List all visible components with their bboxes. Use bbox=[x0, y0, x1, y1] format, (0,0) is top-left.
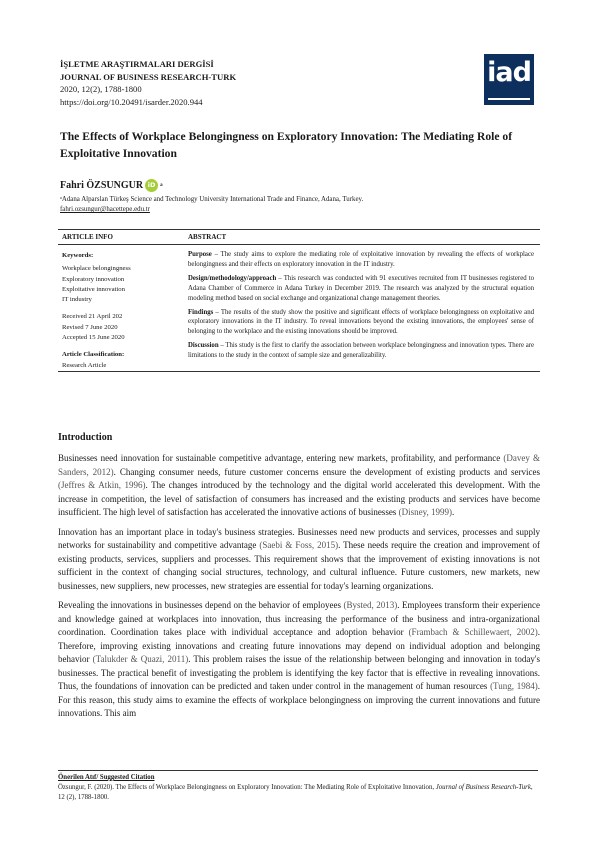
suggested-citation bbox=[58, 773, 540, 803]
paragraph: Revealing the innovations in businesses depend on the behavior of employees (Bysted, 2013). Employees transform their experience and knowledge gained at workplaces into innovation, thus increasing the performance of the business and intra-organizational coordination. Coordination takes place with individual acceptance and adoption behavior (Frambach & Schillewaert, 2002). Therefore, improving existing innovations and creating future innovations may depend on individual adoption and belonging behavior (Talukder & Quazi, 2011). This problem raises the issue of the relationship between belonging and innovation in today's businesses. The practical benefit of investigating the problem is identifying the key factor that is effective in revealing innovations. Thus, the foundations of innovation can be predicted and taken under control in the management of human resources (Tung, 1984). For this reason, this study aims to examine the effects of workplace belongingness on improving the current innovations and future innovations. This aim bbox=[58, 600, 541, 718]
paragraph: Innovation has an important place in today's business strategies. Businesses need new products and services, processes and supply networks for sustainability and competitive advantage (Saebi & Foss, 2015). These needs require the creation and improvement of existing products, services, suppliers and processes. This requirement shows that the improvement of existing innovations is not sufficient in the context of changing social structures, technology, and cultural influence. Future customers, new markets, new businesses, new suppliers, new processes, new strategies are essential for today's learning organizations. bbox=[58, 526, 541, 591]
received-date: Received 21 April 202 bbox=[62, 313, 123, 321]
citation-link[interactable]: (Tung, 1984) bbox=[490, 681, 538, 691]
article-info-table bbox=[58, 229, 540, 372]
article-info-column bbox=[58, 245, 188, 371]
article-title: The Effects of Workplace Belongingness on Exploratory Innovation: The Mediating Role of Exploitative Innovation bbox=[60, 130, 513, 160]
abstract-design: Design/methodology/approach – This research was conducted with 91 executives recruited from IT businesses registered to Adana Chamber of Commerce in Adana Turkey in December 2019. The research was analyzed by the structural equation modeling method based on social exchange and organizational change management theories. bbox=[188, 274, 534, 302]
author-name: Fahri ÖZSUNGUR bbox=[60, 180, 144, 191]
citation-text: Özsungur, F. (2020). The Effects of Workplace Belongingness on Exploratory Innovation: The Mediating Role of Exploitative Innovation, Journal of Business Research-Turk, 12 (2), 1788-1800. bbox=[58, 784, 533, 801]
journal-header bbox=[60, 58, 236, 108]
citation-link[interactable]: (Disney, 1999) bbox=[398, 507, 452, 517]
abstract-purpose: Purpose – The study aims to explore the mediating role of exploitative innovation by revealing the effects of workplace belongingness and their effects on exploratory innovation in the IT industry. bbox=[188, 251, 534, 268]
doi-link[interactable]: https://doi.org/10.20491/isarder.2020.944 bbox=[60, 96, 203, 107]
journal-name-en: JOURNAL OF BUSINESS RESEARCH-TURK bbox=[60, 71, 237, 82]
keyword-item: Exploitative innovation bbox=[62, 285, 125, 293]
orcid-icon[interactable]: iD bbox=[145, 179, 158, 192]
citation-link[interactable]: (Saebi & Foss, 2015) bbox=[259, 540, 339, 550]
keyword-item: Workplace belongingness bbox=[62, 265, 131, 273]
author-superscript: a bbox=[160, 183, 163, 188]
classification-label: Article Classification: bbox=[62, 351, 125, 359]
citation-link[interactable]: (Bysted, 2013) bbox=[343, 600, 398, 610]
article-info-heading: ARTICLE INFO bbox=[62, 233, 113, 241]
abstract-heading: ABSTRACT bbox=[188, 233, 227, 241]
citation-heading: Önerilen Atıf/ Suggested Citation bbox=[58, 774, 155, 781]
citation-link[interactable]: (Davey & Sanders, 2012) bbox=[58, 453, 540, 477]
keyword-item: IT industry bbox=[62, 296, 92, 304]
footer-divider bbox=[58, 770, 538, 771]
accepted-date: Accepted 15 June 2020 bbox=[62, 334, 125, 342]
citation-link[interactable]: (Jeffres & Atkin, 1996) bbox=[58, 480, 146, 490]
abstract-column bbox=[188, 245, 540, 371]
paragraph: Businesses need innovation for sustainable competitive advantage, entering new markets, profitability, and performance (Davey & Sanders, 2012). Changing consumer needs, future customer concerns ensure the development of existing products and services (Jeffres & Atkin, 1996). The changes introduced by the technology and the digital world accelerated this development. With the increase in competition, the level of satisfaction of consumers has increased and the existing products and services have become insufficient. The high level of satisfaction has accelerated the innovative actions of businesses (Disney, 1999). bbox=[58, 453, 540, 517]
keywords-label: Keywords: bbox=[62, 252, 94, 259]
affiliation-block bbox=[60, 195, 363, 215]
author-email-link[interactable]: fahri.ozsungur@hacettepe.edu.tr bbox=[60, 206, 150, 213]
revised-date: Revised 7 June 2020 bbox=[62, 323, 118, 331]
citation-link[interactable]: (Talukder & Quazi, 2011) bbox=[92, 654, 189, 664]
abstract-discussion: Discussion – This study is the first to clarify the association between workplace belongingness and innovation types. There are limitations to the study in the context of sample size and generalizability. bbox=[188, 342, 534, 360]
journal-name-tr: İŞLETME ARAŞTIRMALARI DERGİSİ bbox=[60, 59, 214, 69]
abstract-findings: Findings – The results of the study show the positive and significant effects of workplace belongingness on exploitative and exploratory innovations in the IT industry. To reveal innovations beyond the existing innovations, the employees' sense of belonging to the workplace and the existing innovations should be improved. bbox=[188, 308, 534, 336]
introduction-body bbox=[58, 452, 540, 727]
journal-volume: 2020, 12(2), 1788-1800 bbox=[60, 84, 142, 95]
logo-text: iad bbox=[487, 57, 531, 88]
journal-logo bbox=[484, 54, 534, 105]
section-heading-introduction: Introduction bbox=[58, 432, 113, 443]
keyword-item: Exploratory innovation bbox=[62, 275, 125, 283]
author-line bbox=[60, 179, 163, 192]
citation-link[interactable]: (Frambach & Schillewaert, 2002) bbox=[408, 627, 538, 637]
affiliation: ᵃAdana Alparslan Türkeş Science and Technology University International Trade and Finance, Adana, Turkey. bbox=[60, 196, 364, 203]
classification-value: Research Article bbox=[62, 361, 107, 369]
table-header bbox=[58, 230, 540, 245]
